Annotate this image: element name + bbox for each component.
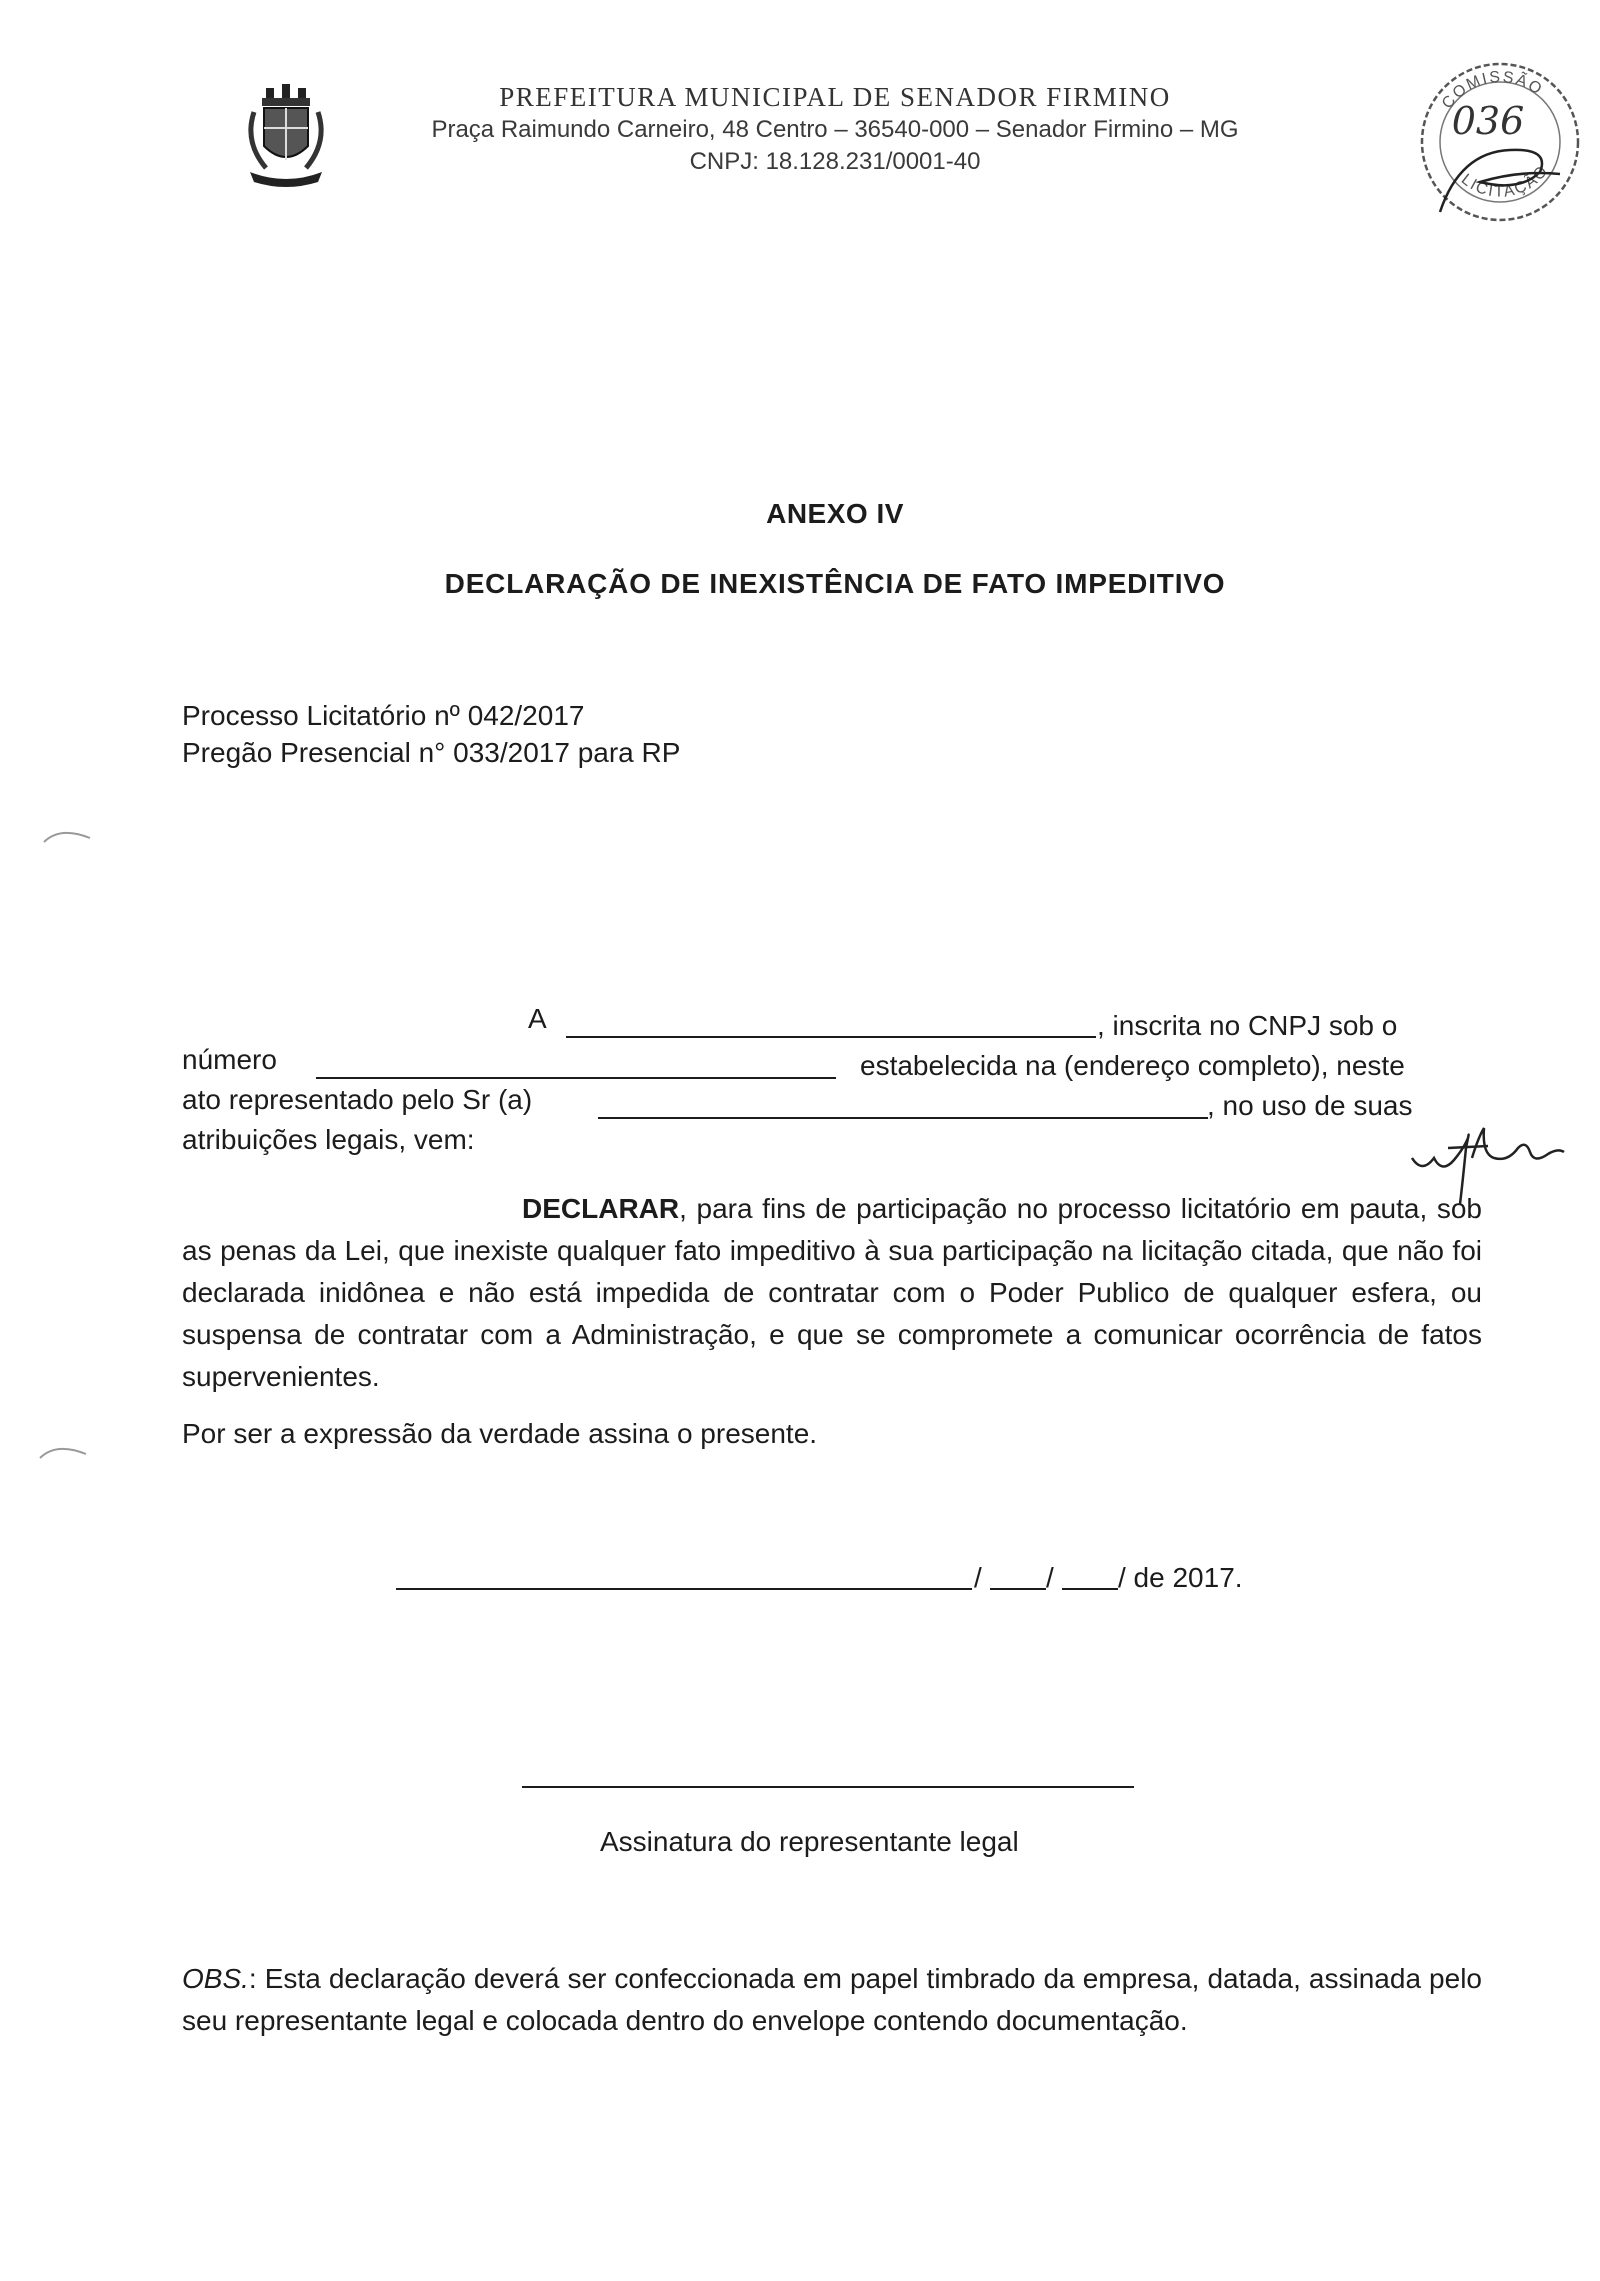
margin-mark-icon (40, 820, 100, 850)
date-suffix: / de 2017. (1118, 1562, 1243, 1593)
stamp-text-bottom: LICITAÇÃO (1457, 161, 1553, 201)
form-estabelecida: estabelecida na (endereço completo), neste (860, 1050, 1405, 1081)
stamp-number: 036 (1451, 99, 1525, 143)
signature-line[interactable] (522, 1786, 1134, 1788)
form-a-label: A (528, 1003, 547, 1034)
representative-name-blank[interactable] (598, 1117, 1208, 1119)
declaration-text: , para fins de participação no processo licitatório em pauta, sob as penas da Lei, que inexiste qualquer fato impeditivo à sua participação na licitação citada, que não foi declarada inidônea e não está impedida de contratar com o Poder Publico de qualquer esfera, ou suspensa de contratar com a Administração, e que se compromete a comunicar ocorrência de fatos supervenientes. (182, 1193, 1482, 1392)
obs-text: : Esta declaração deverá ser confeccionada em papel timbrado da empresa, datada, assinada pelo seu representante legal e colocada dentro do envelope contendo documentação. (182, 1963, 1482, 2036)
signature-label: Assinatura do representante legal (600, 1826, 1019, 1857)
obs-paragraph (182, 1958, 1482, 2042)
day-blank[interactable] (990, 1588, 1046, 1590)
declaration-title: DECLARAÇÃO DE INEXISTÊNCIA DE FATO IMPEDITIVO (444, 568, 1226, 599)
organization-address: Praça Raimundo Carneiro, 48 Centro – 36540-000 – Senador Firmino – MG (431, 116, 1239, 143)
form-numero: número (182, 1044, 277, 1075)
declaration-keyword: DECLARAR (522, 1193, 680, 1224)
date-sep-1: / (974, 1562, 982, 1593)
process-number: Processo Licitatório nº 042/2017 (182, 700, 585, 731)
organization-name: PREFEITURA MUNICIPAL DE SENADOR FIRMINO (499, 82, 1171, 112)
declaration-paragraph (182, 1188, 1482, 1398)
stamp-text-top: COMISSÃO (1438, 68, 1547, 113)
form-atribuicoes: atribuições legais, vem: (182, 1124, 475, 1155)
form-uso: , no uso de suas (1207, 1090, 1413, 1121)
comissao-licitacao-stamp-icon (1400, 42, 1600, 242)
cnpj-number-blank[interactable] (316, 1077, 836, 1079)
margin-mark-icon (36, 1436, 96, 1466)
obs-label: OBS. (182, 1963, 249, 1994)
annex-title: ANEXO IV (766, 498, 904, 529)
company-name-blank[interactable] (566, 1036, 1096, 1038)
city-blank[interactable] (396, 1588, 972, 1590)
form-inscrita: , inscrita no CNPJ sob o (1097, 1010, 1398, 1041)
date-sep-2: / (1046, 1562, 1054, 1593)
month-blank[interactable] (1062, 1588, 1118, 1590)
closing-statement: Por ser a expressão da verdade assina o presente. (182, 1418, 818, 1449)
coat-of-arms-icon (236, 82, 336, 192)
auction-number: Pregão Presencial n° 033/2017 para RP (182, 737, 681, 768)
form-ato: ato representado pelo Sr (a) (182, 1084, 533, 1115)
organization-cnpj: CNPJ: 18.128.231/0001-40 (689, 148, 981, 175)
